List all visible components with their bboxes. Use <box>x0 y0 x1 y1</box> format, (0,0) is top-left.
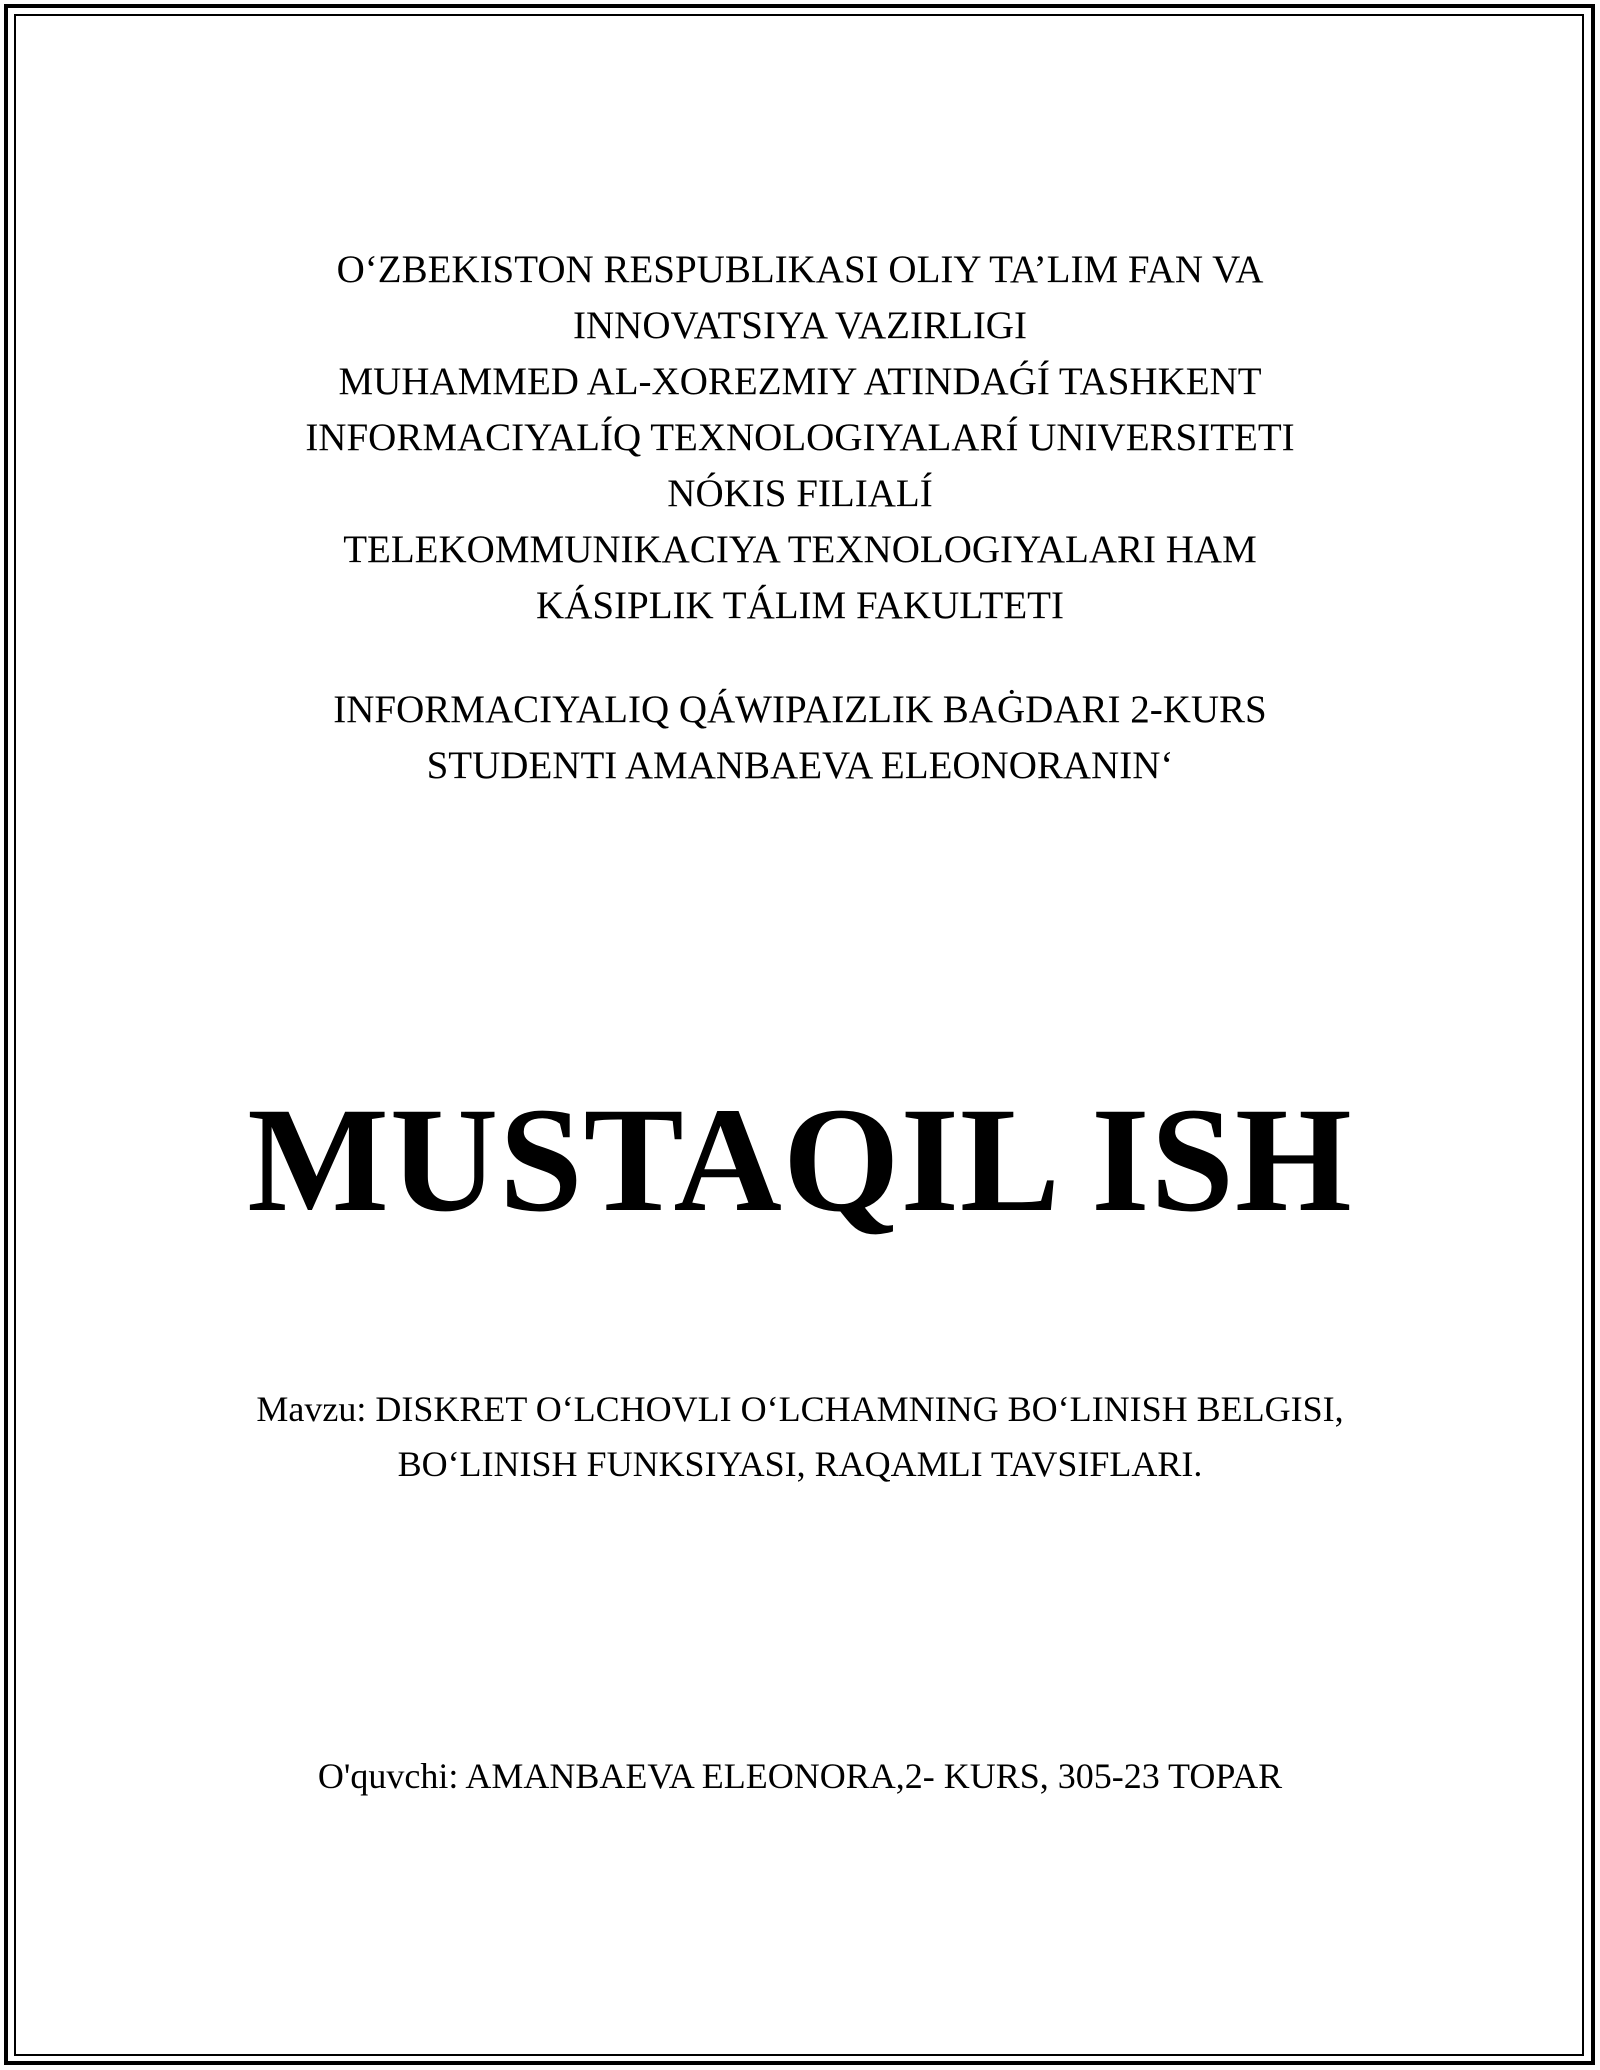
header-line: TELEKOMMUNIKACIYA TEXNOLOGIYALARI HAM <box>343 528 1257 571</box>
institution-header <box>0 242 1600 634</box>
topic-line: BO‘LINISH FUNKSIYASI, RAQAMLI TAVSIFLARI. <box>397 1444 1203 1484</box>
header-line: KÁSIPLIK TÁLIM FAKULTETI <box>536 584 1064 627</box>
header-line: INNOVATSIYA VAZIRLIGI <box>573 304 1027 347</box>
student-info <box>0 682 1600 794</box>
header-line: MUHAMMED AL-XOREZMIY ATINDAǴÍ TASHKENT <box>338 360 1262 403</box>
topic-line: Mavzu: DISKRET O‘LCHOVLI O‘LCHAMNING BO‘LINISH BELGISI, <box>256 1389 1344 1429</box>
pupil-info: O'quvchi: AMANBAEVA ELEONORA,2- KURS, 305-23 TOPAR <box>317 1756 1283 1796</box>
header-line: O‘ZBEKISTON RESPUBLIKASI OLIY TA’LIM FAN VA <box>336 248 1264 291</box>
header-line: NÓKIS FILIALÍ <box>667 472 933 515</box>
document-title: MUSTAQIL ISH <box>247 1077 1353 1243</box>
header-line: INFORMACIYALÍQ TEXNOLOGIYALARÍ UNIVERSITETI <box>305 416 1295 459</box>
topic <box>0 1382 1600 1492</box>
student-line: INFORMACIYALIQ QÁWIPAIZLIK BAĠDARI 2-KURS <box>333 688 1267 731</box>
student-line: STUDENTI AMANBAEVA ELEONORANIN‘ <box>426 744 1174 787</box>
